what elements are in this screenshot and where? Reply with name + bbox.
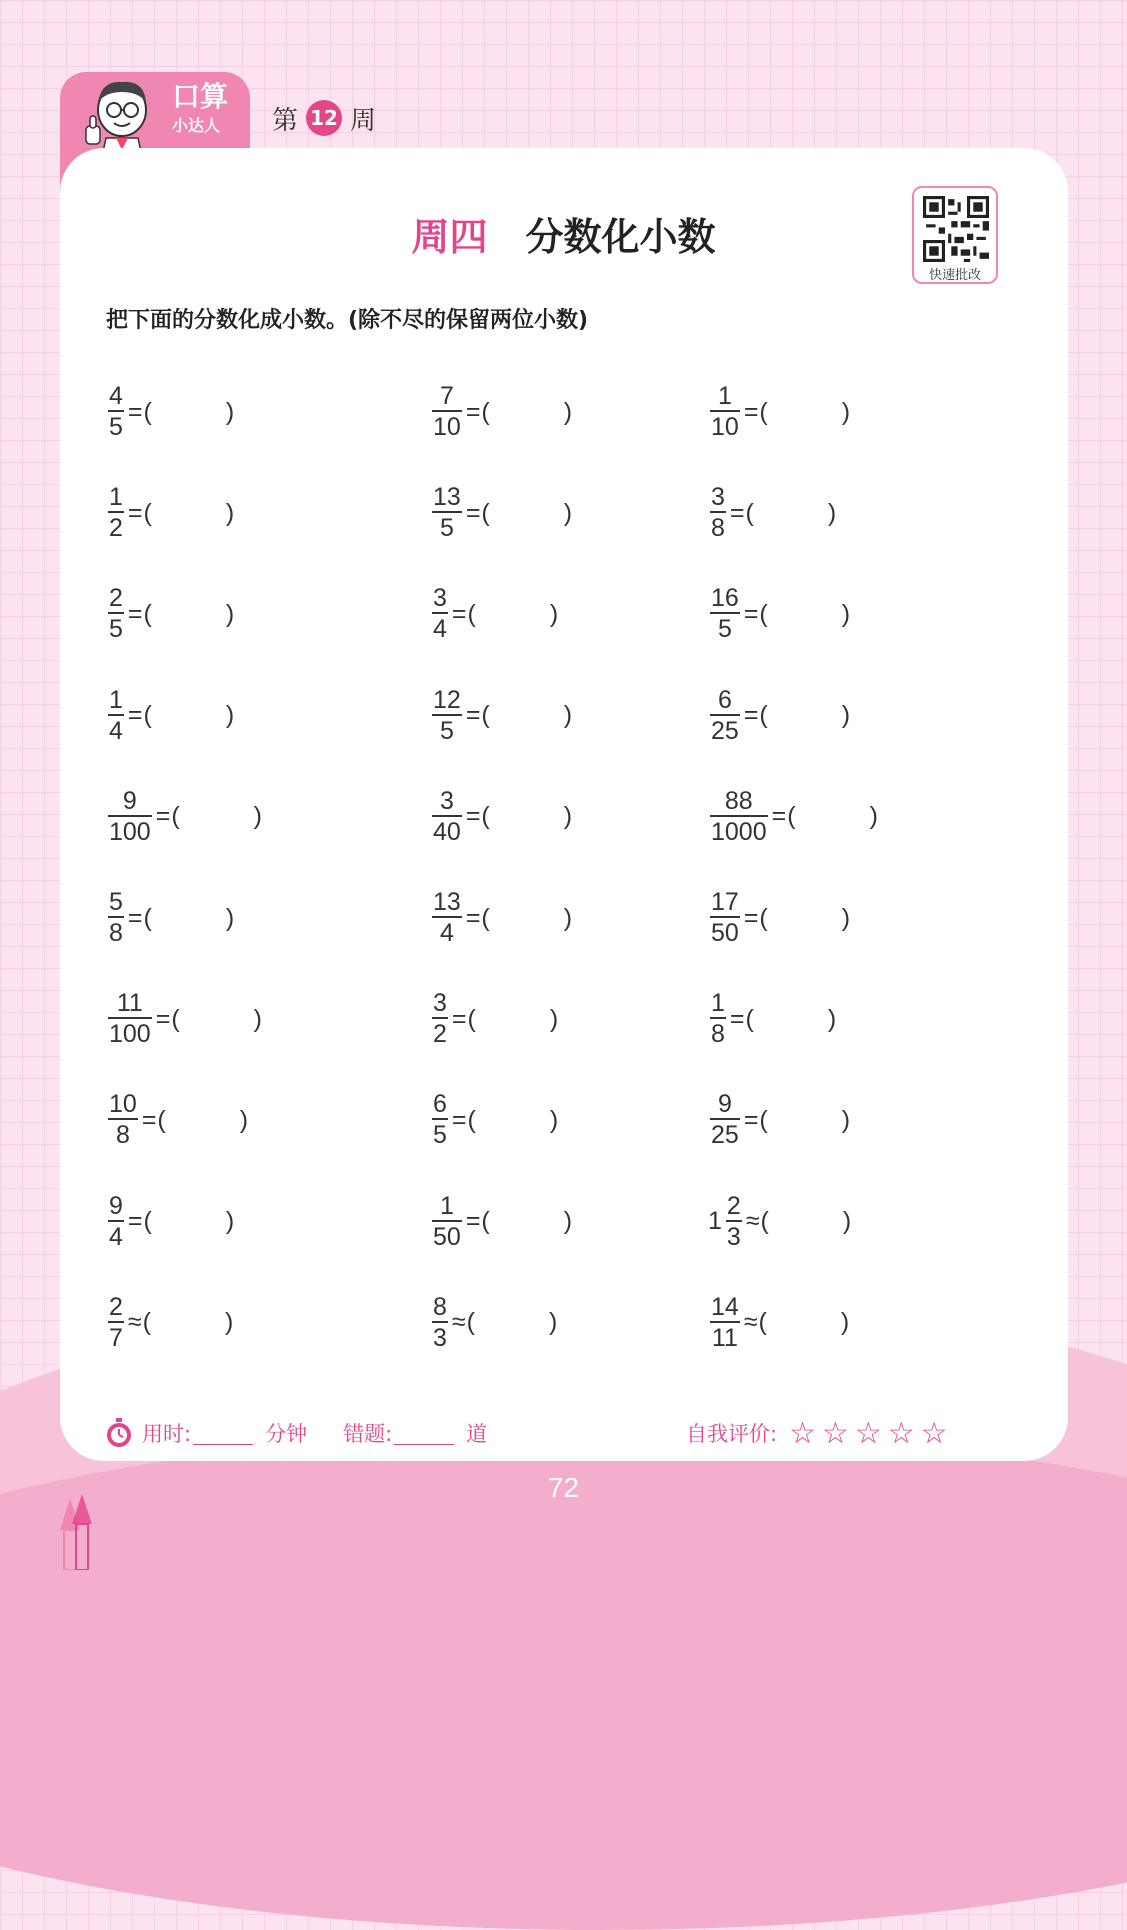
numerator: 3 — [433, 584, 447, 613]
numerator: 3 — [711, 483, 725, 512]
time-unit: 分钟 — [265, 1422, 308, 1446]
close-paren: ) — [841, 397, 851, 426]
numerator: 5 — [109, 888, 123, 916]
fraction — [708, 1293, 742, 1353]
relation-sign: ≈ — [451, 1308, 466, 1337]
relation-sign: = — [465, 498, 481, 527]
qr-code-icon[interactable] — [923, 196, 989, 262]
fraction-problem — [106, 787, 262, 847]
fraction — [430, 1090, 450, 1150]
open-paren: ( — [467, 599, 476, 628]
close-paren: ) — [225, 1207, 235, 1236]
relation-sign: = — [155, 802, 171, 831]
numerator: 17 — [711, 888, 739, 916]
fraction — [430, 1192, 464, 1252]
denominator: 3 — [433, 1323, 447, 1352]
denominator: 4 — [433, 615, 447, 644]
fraction — [106, 584, 126, 644]
numerator: 1 — [109, 483, 123, 512]
numerator: 9 — [122, 786, 137, 815]
open-paren: ( — [143, 701, 152, 730]
relation-sign: = — [771, 802, 787, 831]
close-paren: ) — [225, 701, 235, 730]
close-paren: ) — [563, 498, 573, 527]
relation-sign: = — [743, 1105, 759, 1134]
relation-sign: ≈ — [745, 1207, 760, 1236]
denominator: 8 — [109, 919, 123, 947]
close-paren: ) — [563, 802, 573, 831]
close-paren: ) — [563, 903, 573, 932]
fraction-problem — [430, 1090, 558, 1150]
denominator: 50 — [433, 1222, 461, 1251]
title-day: 周四 — [411, 215, 488, 259]
relation-sign: = — [127, 397, 143, 426]
relation-sign: = — [465, 903, 481, 932]
open-paren: ( — [758, 1308, 767, 1337]
denominator: 7 — [109, 1323, 123, 1352]
fraction — [430, 584, 450, 644]
week-prefix: 第 — [272, 105, 299, 136]
close-paren: ) — [841, 701, 851, 730]
fraction-problem — [430, 584, 558, 644]
open-paren: ( — [481, 1207, 490, 1236]
week-indicator — [272, 98, 376, 138]
fraction — [106, 686, 126, 746]
open-paren: ( — [745, 1004, 754, 1033]
fraction — [708, 1090, 742, 1150]
open-paren: ( — [143, 599, 152, 628]
numerator: 1 — [717, 382, 732, 410]
numerator: 9 — [109, 1191, 123, 1220]
close-paren: ) — [549, 1004, 559, 1033]
denominator: 10 — [711, 413, 739, 441]
denominator: 5 — [109, 413, 123, 441]
numerator: 3 — [439, 786, 454, 815]
denominator: 5 — [433, 1121, 447, 1150]
close-paren: ) — [563, 397, 573, 426]
denominator: 100 — [109, 1020, 151, 1049]
relation-sign: = — [465, 802, 481, 831]
relation-sign: = — [743, 903, 759, 932]
numerator: 1 — [109, 685, 123, 714]
relation-sign: = — [155, 1004, 171, 1033]
open-paren: ( — [481, 498, 490, 527]
denominator: 11 — [711, 1323, 738, 1352]
denominator: 4 — [109, 716, 123, 745]
fraction-problem — [430, 989, 558, 1049]
pencil-decoration-icon — [52, 1490, 100, 1570]
numerator: 88 — [724, 786, 753, 815]
numerator: 3 — [433, 989, 447, 1018]
relation-sign: = — [465, 1207, 481, 1236]
stopwatch-icon — [106, 1418, 132, 1448]
open-paren: ( — [745, 498, 754, 527]
fraction-problem — [106, 483, 234, 543]
relation-sign: ≈ — [743, 1308, 758, 1337]
fraction-problem — [106, 888, 234, 948]
close-paren: ) — [563, 701, 573, 730]
open-paren: ( — [759, 903, 768, 932]
rating-label: 自我评价: — [686, 1422, 778, 1446]
fraction-problem — [708, 787, 878, 847]
errors-unit: 道 — [466, 1422, 488, 1446]
open-paren: ( — [171, 1004, 180, 1033]
open-paren: ( — [481, 701, 490, 730]
denominator: 2 — [109, 514, 123, 543]
fraction-problem — [106, 989, 262, 1049]
numerator: 11 — [116, 989, 143, 1018]
fraction-problem — [708, 382, 850, 442]
background-wave-front — [0, 1430, 1127, 1930]
time-label: 用时: — [142, 1422, 192, 1446]
close-paren: ) — [842, 1207, 852, 1236]
fraction-problem — [430, 483, 572, 543]
close-paren: ) — [841, 1105, 851, 1134]
open-paren: ( — [157, 1105, 166, 1134]
fraction — [708, 686, 742, 746]
numerator: 9 — [717, 1090, 732, 1119]
instruction: 把下面的分数化成小数。(除不尽的保留两位小数) — [106, 308, 589, 333]
numerator: 2 — [109, 584, 123, 613]
errors-input-line[interactable] — [394, 1422, 454, 1445]
fraction-problem — [430, 787, 572, 847]
denominator: 3 — [726, 1222, 741, 1251]
relation-sign: = — [729, 1004, 745, 1033]
fraction-problem — [708, 483, 836, 543]
fraction — [430, 483, 464, 543]
fraction-problem — [106, 1192, 234, 1252]
open-paren: ( — [143, 397, 152, 426]
badge-subtitle: 小达人 — [172, 116, 221, 135]
denominator: 2 — [433, 1020, 447, 1049]
close-paren: ) — [253, 802, 262, 831]
fraction-problem — [106, 686, 234, 746]
close-paren: ) — [827, 498, 837, 527]
fraction — [724, 1192, 744, 1252]
fraction-problem — [106, 1293, 233, 1353]
fraction — [106, 1090, 140, 1150]
relation-sign: ≈ — [127, 1308, 142, 1337]
numerator: 4 — [109, 382, 123, 410]
fraction-problem — [106, 1090, 248, 1150]
fraction-problem — [708, 584, 850, 644]
numerator: 2 — [109, 1292, 123, 1321]
fraction-problem — [430, 1293, 557, 1353]
close-paren: ) — [239, 1105, 249, 1134]
denominator: 4 — [109, 1222, 123, 1251]
relation-sign: = — [451, 599, 467, 628]
relation-sign: = — [127, 1207, 143, 1236]
open-paren: ( — [481, 903, 490, 932]
open-paren: ( — [466, 1308, 475, 1337]
denominator: 5 — [109, 615, 123, 644]
close-paren: ) — [548, 1308, 558, 1337]
footer-time — [106, 1415, 487, 1451]
denominator: 1000 — [711, 817, 767, 846]
relation-sign: = — [743, 599, 759, 628]
fraction — [430, 686, 464, 746]
open-paren: ( — [467, 1105, 476, 1134]
close-paren: ) — [563, 1207, 573, 1236]
qr-code-box[interactable] — [912, 186, 998, 284]
whole-number: 1 — [708, 1207, 722, 1236]
fraction — [106, 483, 126, 543]
fraction-problem — [430, 686, 572, 746]
fraction-problem — [708, 989, 836, 1049]
open-paren: ( — [171, 802, 180, 831]
close-paren: ) — [840, 1308, 850, 1337]
fraction — [430, 888, 464, 948]
relation-sign: = — [743, 701, 759, 730]
relation-sign: = — [729, 498, 745, 527]
relation-sign: = — [141, 1105, 157, 1134]
relation-sign: = — [743, 397, 759, 426]
denominator: 25 — [711, 716, 739, 745]
close-paren: ) — [549, 599, 559, 628]
open-paren: ( — [481, 802, 490, 831]
relation-sign: = — [451, 1004, 467, 1033]
fraction-problem — [430, 382, 572, 442]
fraction — [106, 1192, 126, 1252]
close-paren: ) — [225, 903, 235, 932]
denominator: 40 — [433, 817, 461, 846]
week-number: 12 — [306, 100, 342, 136]
relation-sign: = — [127, 701, 143, 730]
fraction — [106, 382, 126, 442]
denominator: 4 — [439, 919, 454, 947]
numerator: 14 — [711, 1292, 739, 1321]
numerator: 1 — [711, 989, 725, 1018]
open-paren: ( — [759, 397, 768, 426]
numerator: 1 — [439, 1191, 454, 1220]
close-paren: ) — [225, 498, 235, 527]
close-paren: ) — [827, 1004, 837, 1033]
numerator: 13 — [433, 888, 461, 916]
numerator: 16 — [711, 584, 739, 613]
relation-sign: = — [465, 397, 481, 426]
fraction-problem — [430, 1192, 572, 1252]
errors-label: 错题: — [343, 1422, 393, 1446]
numerator: 8 — [433, 1292, 447, 1321]
fraction — [708, 888, 742, 948]
close-paren: ) — [869, 802, 878, 831]
relation-sign: = — [451, 1105, 467, 1134]
denominator: 5 — [439, 716, 454, 745]
denominator: 50 — [711, 919, 739, 947]
open-paren: ( — [143, 1207, 152, 1236]
numerator: 2 — [726, 1191, 741, 1220]
denominator: 8 — [711, 1020, 725, 1049]
fraction-problem — [708, 686, 850, 746]
open-paren: ( — [760, 1207, 769, 1236]
denominator: 10 — [433, 413, 461, 441]
fraction — [708, 382, 742, 442]
fraction-problem — [430, 888, 572, 948]
week-suffix: 周 — [350, 105, 377, 136]
fraction — [708, 584, 742, 644]
open-paren: ( — [481, 397, 490, 426]
open-paren: ( — [759, 599, 768, 628]
fraction — [430, 1293, 450, 1353]
close-paren: ) — [225, 397, 235, 426]
fraction — [430, 989, 450, 1049]
fraction — [106, 989, 154, 1049]
relation-sign: = — [465, 701, 481, 730]
denominator: 8 — [115, 1121, 130, 1150]
fraction — [430, 787, 464, 847]
open-paren: ( — [143, 498, 152, 527]
open-paren: ( — [759, 1105, 768, 1134]
close-paren: ) — [549, 1105, 559, 1134]
fraction-problem — [708, 1090, 850, 1150]
open-paren: ( — [142, 1308, 151, 1337]
numerator: 12 — [433, 685, 461, 714]
numerator: 7 — [439, 382, 454, 410]
relation-sign: = — [127, 903, 143, 932]
qr-label: 快速批改 — [928, 268, 981, 283]
numerator: 10 — [109, 1090, 137, 1119]
close-paren: ) — [841, 599, 851, 628]
open-paren: ( — [467, 1004, 476, 1033]
fraction-problem — [708, 888, 850, 948]
rating-stars[interactable]: ☆☆☆☆☆ — [789, 1415, 954, 1451]
fraction — [708, 787, 770, 847]
fraction — [708, 989, 728, 1049]
page-number: 72 — [547, 1472, 580, 1503]
close-paren: ) — [841, 903, 851, 932]
denominator: 5 — [717, 615, 732, 644]
close-paren: ) — [253, 1004, 262, 1033]
fraction — [106, 787, 154, 847]
fraction-problem — [106, 382, 234, 442]
fraction — [106, 888, 126, 948]
open-paren: ( — [787, 802, 796, 831]
relation-sign: = — [127, 498, 143, 527]
time-input-line[interactable] — [193, 1422, 253, 1445]
fraction — [106, 1293, 126, 1353]
fraction — [708, 483, 728, 543]
fraction-problem — [106, 584, 234, 644]
relation-sign: = — [127, 599, 143, 628]
denominator: 5 — [439, 514, 454, 543]
fraction-problem — [708, 1192, 851, 1252]
numerator: 13 — [433, 483, 461, 512]
fraction-problem — [708, 1293, 849, 1353]
denominator: 8 — [711, 514, 725, 543]
close-paren: ) — [224, 1308, 234, 1337]
open-paren: ( — [143, 903, 152, 932]
denominator: 100 — [109, 817, 151, 846]
footer-rating — [686, 1415, 954, 1451]
fraction — [430, 382, 464, 442]
title-topic: 分数化小数 — [525, 215, 716, 259]
open-paren: ( — [759, 701, 768, 730]
denominator: 25 — [711, 1121, 739, 1150]
numerator: 6 — [717, 685, 732, 714]
close-paren: ) — [225, 599, 235, 628]
numerator: 6 — [433, 1090, 447, 1119]
badge-title: 口算 — [172, 80, 229, 113]
